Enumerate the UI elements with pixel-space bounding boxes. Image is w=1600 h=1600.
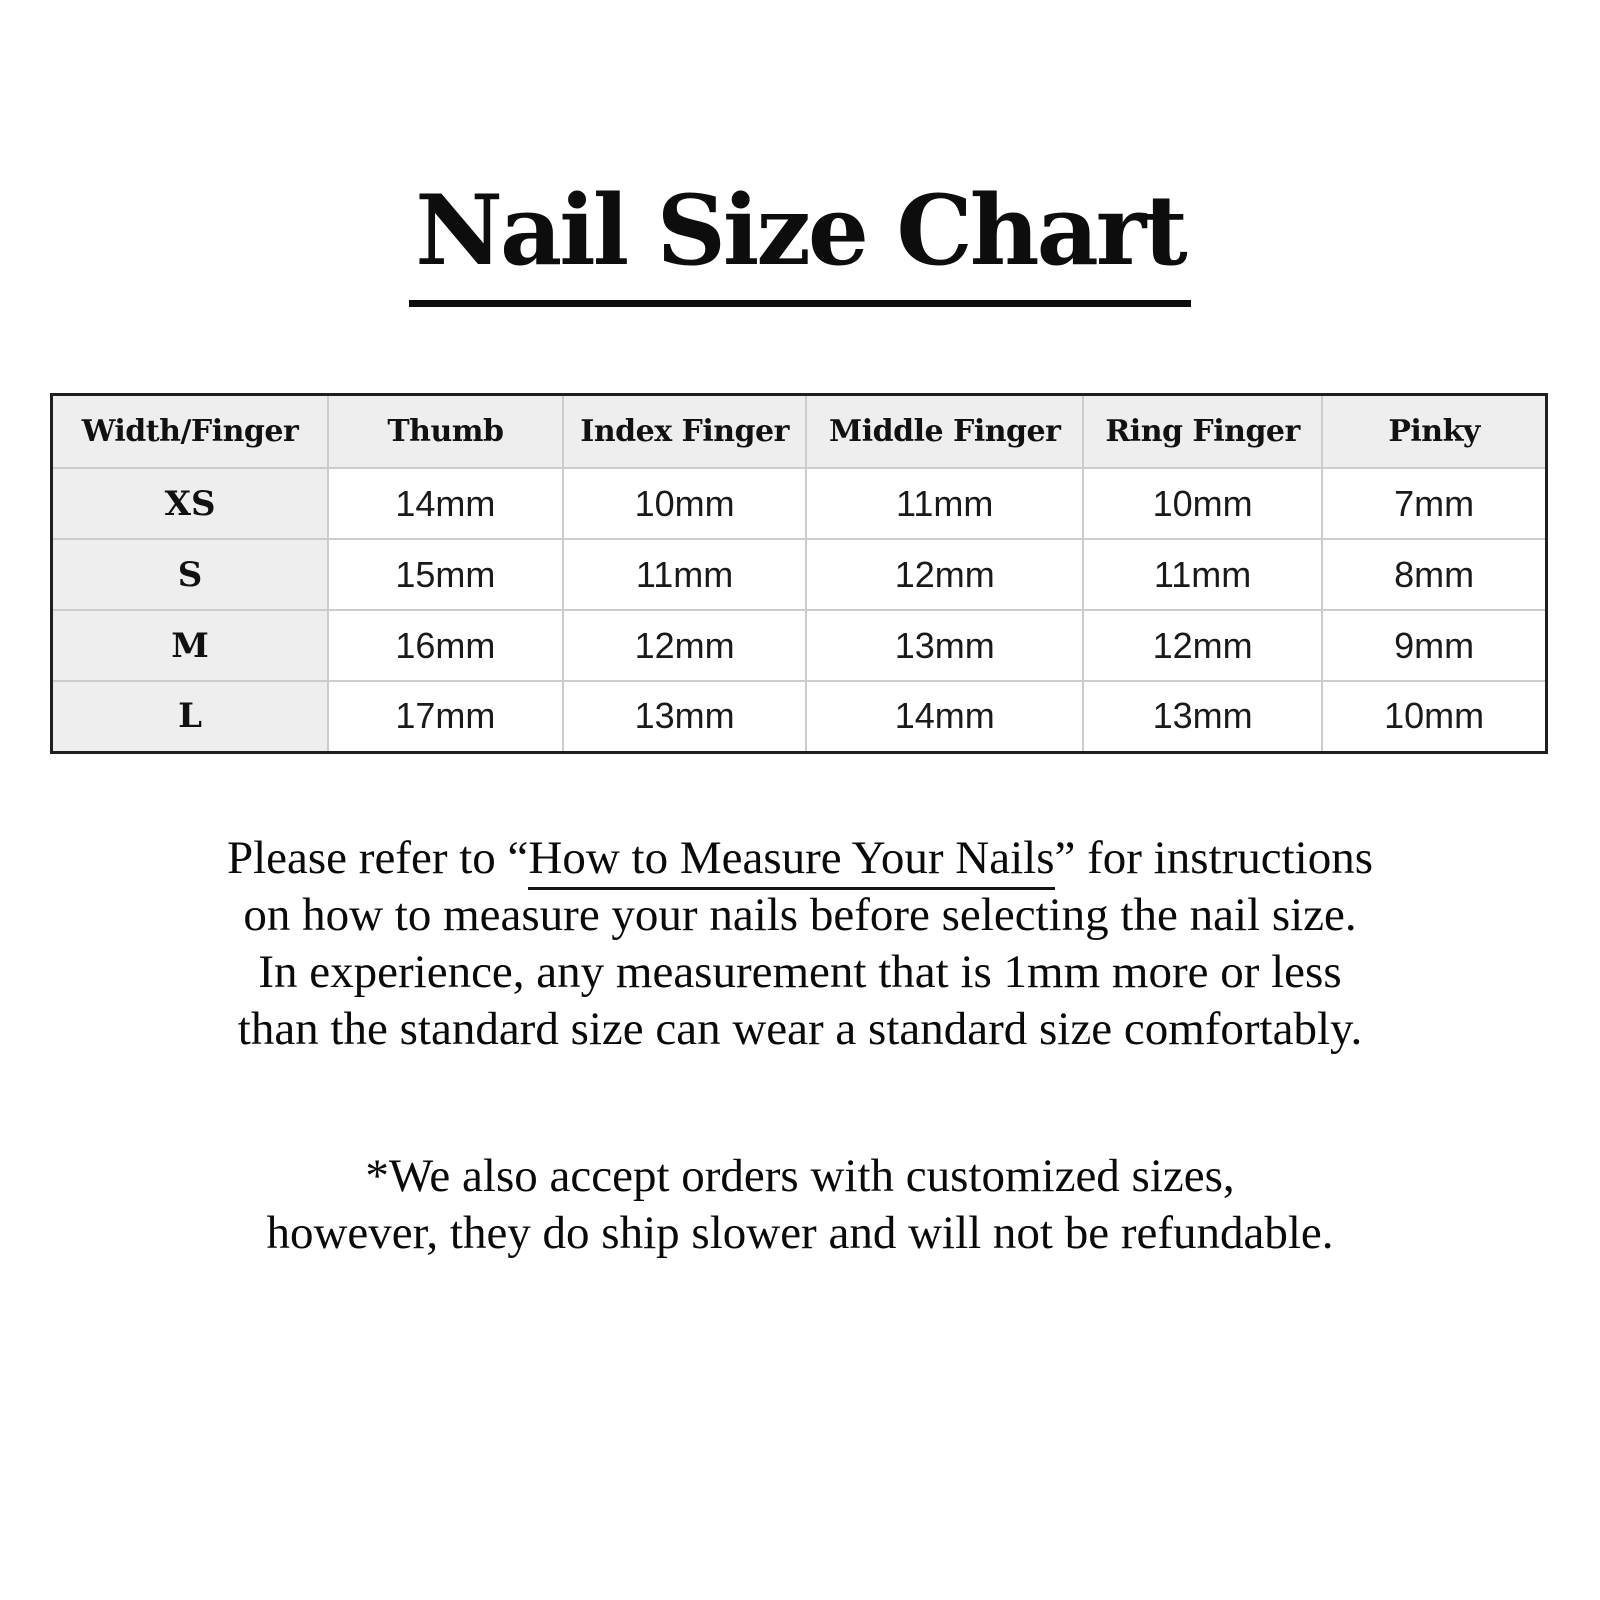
cell-xs-index: 10mm [563, 468, 807, 539]
cell-m-thumb: 16mm [328, 610, 563, 681]
column-header-width-finger: Width/Finger [52, 394, 329, 468]
row-header-m: M [52, 610, 329, 681]
custom-sizes-line-1: *We also accept orders with customized sizes, [365, 1149, 1235, 1202]
row-header-s: S [52, 539, 329, 610]
cell-xs-thumb: 14mm [328, 468, 563, 539]
table-row-s [52, 539, 1547, 610]
instructions-line-4: than the standard size can wear a standard size comfortably. [237, 1002, 1363, 1055]
table-header-row [52, 394, 1547, 468]
table-row-m [52, 610, 1547, 681]
column-header-middle-finger: Middle Finger [806, 394, 1083, 468]
cell-s-pinky: 8mm [1322, 539, 1546, 610]
cell-l-pinky: 10mm [1322, 681, 1546, 752]
instructions-line-1-prefix: Please refer to “ [226, 831, 529, 884]
cell-m-pinky: 9mm [1322, 610, 1546, 681]
table-row-xs [52, 468, 1547, 539]
cell-s-index: 11mm [563, 539, 807, 610]
column-header-thumb: Thumb [328, 394, 563, 468]
measure-instructions-paragraph [0, 830, 1600, 1058]
cell-xs-pinky: 7mm [1322, 468, 1546, 539]
cell-l-index: 13mm [563, 681, 807, 752]
instructions-line-2: on how to measure your nails before selecting the nail size. [243, 888, 1357, 941]
table-row-l [52, 681, 1547, 752]
custom-sizes-paragraph [0, 1148, 1600, 1262]
instructions-line-3: In experience, any measurement that is 1mm more or less [258, 945, 1342, 998]
column-header-pinky: Pinky [1322, 394, 1546, 468]
custom-sizes-line-2: however, they do ship slower and will not be refundable. [266, 1206, 1334, 1259]
cell-xs-ring: 10mm [1083, 468, 1322, 539]
nail-size-table [50, 393, 1548, 754]
title-section [0, 0, 1600, 307]
cell-l-middle: 14mm [806, 681, 1083, 752]
notes-section [0, 830, 1600, 1262]
cell-xs-middle: 11mm [806, 468, 1083, 539]
how-to-measure-reference: How to Measure Your Nails [528, 832, 1054, 890]
cell-l-thumb: 17mm [328, 681, 563, 752]
instructions-line-1-suffix: ” for instructions [1054, 831, 1374, 884]
column-header-index-finger: Index Finger [563, 394, 807, 468]
cell-m-index: 12mm [563, 610, 807, 681]
cell-s-thumb: 15mm [328, 539, 563, 610]
cell-m-middle: 13mm [806, 610, 1083, 681]
cell-m-ring: 12mm [1083, 610, 1322, 681]
instructions-line-1 [0, 830, 1600, 887]
row-header-xs: XS [52, 468, 329, 539]
page-title: Nail Size Chart [409, 178, 1190, 307]
row-header-l: L [52, 681, 329, 752]
column-header-ring-finger: Ring Finger [1083, 394, 1322, 468]
cell-s-ring: 11mm [1083, 539, 1322, 610]
cell-s-middle: 12mm [806, 539, 1083, 610]
cell-l-ring: 13mm [1083, 681, 1322, 752]
